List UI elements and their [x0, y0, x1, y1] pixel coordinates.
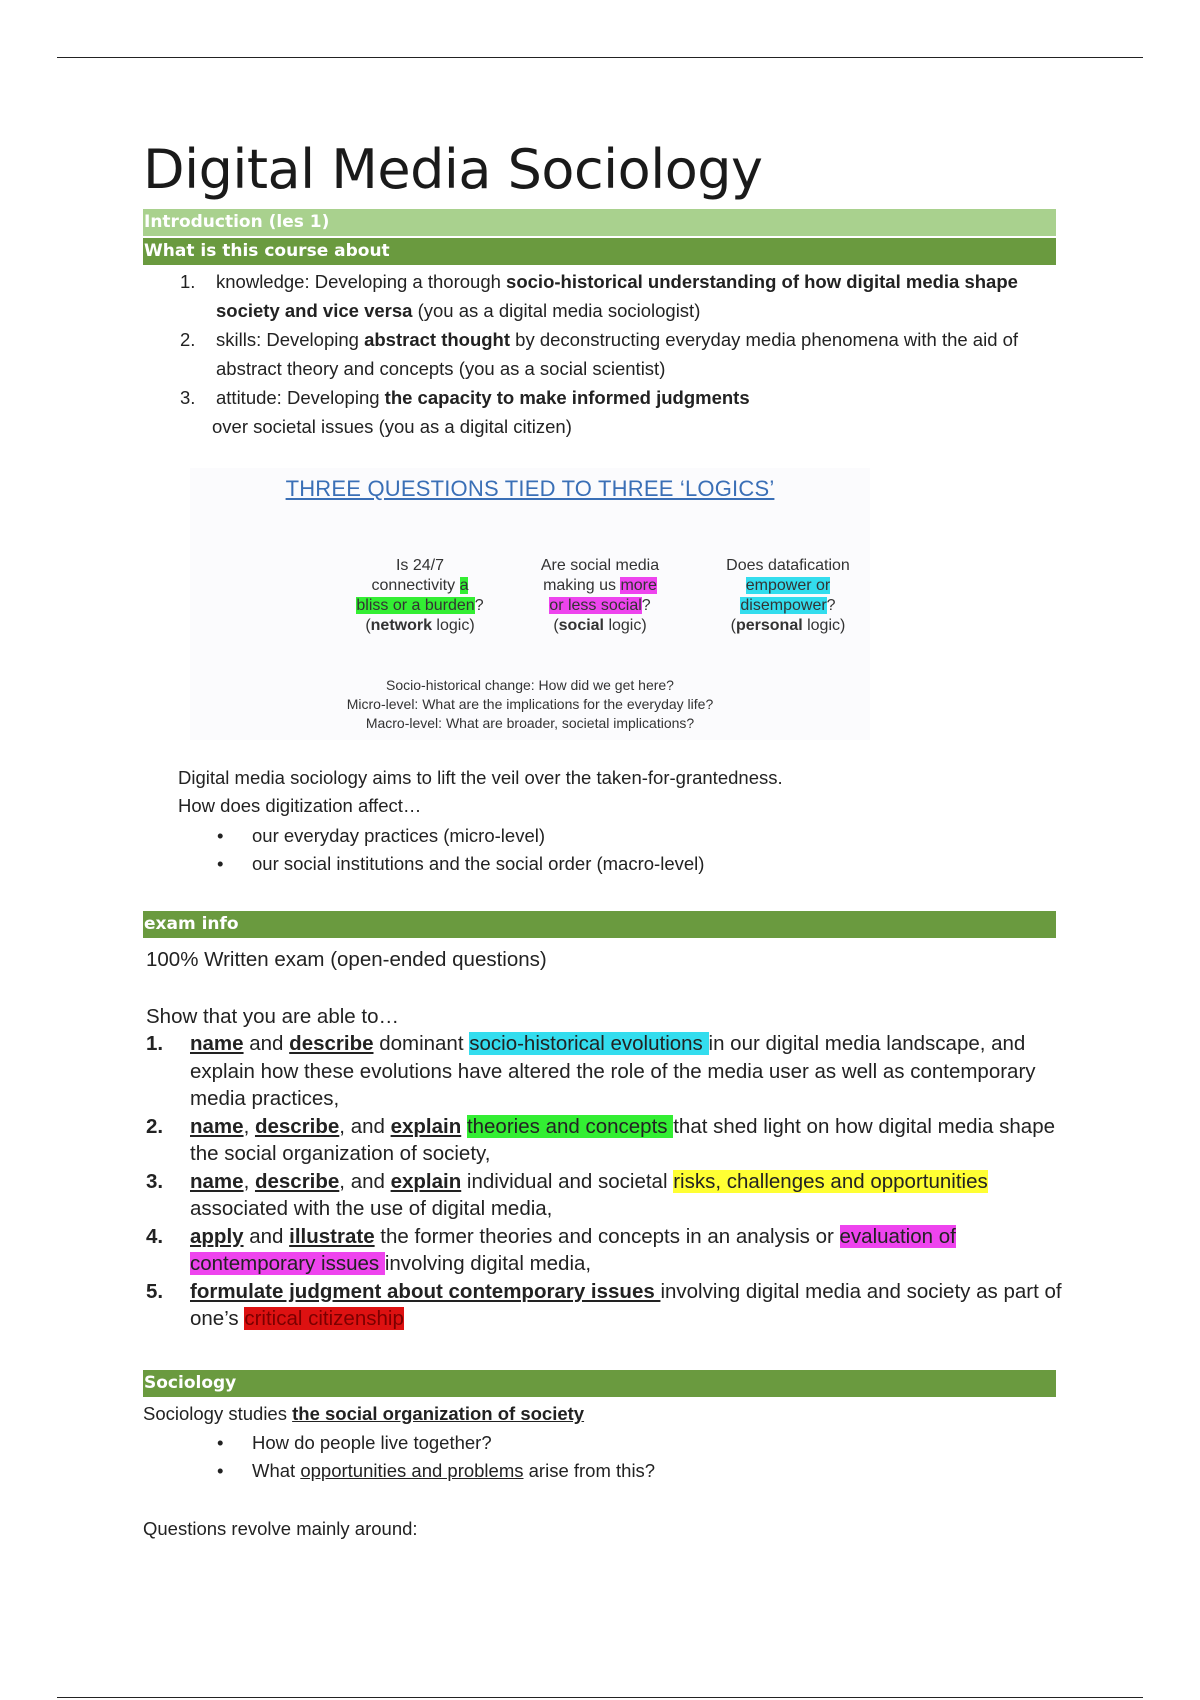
questions-line: Questions revolve mainly around:: [143, 1518, 418, 1539]
list-item: 2. skills: Developing abstract thought by deconstructing everyday media phenomena with the aid of abstract theory and concepts (you as a social scientist): [180, 329, 1019, 379]
top-rule: [57, 57, 1143, 58]
three-logics-diagram: [190, 468, 870, 740]
page-title: Digital Media Sociology: [143, 138, 763, 201]
lift-veil-text: Digital media sociology aims to lift the veil over the taken-for-grantedness.: [178, 767, 783, 788]
list-item: 4. apply and illustrate the former theories and concepts in an analysis or evaluation of contemporary issues involving digital media,: [146, 1224, 956, 1275]
exam-format: 100% Written exam (open-ended questions): [146, 948, 547, 971]
diagram-title: THREE QUESTIONS TIED TO THREE ‘LOGICS’: [285, 476, 775, 501]
diagram-notes: Socio-historical change: How did we get here? Micro-level: What are the implications for the everyday life? Macro-level: What are broader, societal implications?: [346, 677, 714, 731]
list-item: 5. formulate judgment about contemporary issues involving digital media and society as part of one’s critical citizenship: [146, 1279, 1062, 1330]
list-item: • How do people live together?: [217, 1432, 492, 1453]
heading-course-about: What is this course about: [143, 238, 1056, 265]
list-item: 3. name, describe, and explain individual and societal risks, challenges and opportunities associated with the use of digital media,: [146, 1169, 988, 1220]
sociology-definition: Sociology studies the social organization of society: [143, 1403, 585, 1424]
sociology-bullet-list: [214, 1429, 1074, 1485]
course-goals-list: [170, 267, 1050, 441]
list-item: • our everyday practices (micro-level): [217, 825, 546, 846]
list-item: 3. attitude: Developing the capacity to make informed judgments over societal issues (you as a digital citizen): [180, 387, 750, 437]
heading-introduction: Introduction (les 1): [143, 209, 1056, 236]
list-item: 1. name and describe dominant socio-historical evolutions in our digital media landscape, and explain how these evolutions have altered the role of the media user as well as contemporary media practices,: [146, 1032, 1036, 1110]
list-item: • What opportunities and problems arise from this?: [217, 1460, 656, 1481]
personal-logic-question: Does datafication empower or disempower? (personal logic): [726, 557, 850, 634]
list-item: • our social institutions and the social order (macro-level): [217, 853, 705, 874]
heading-exam-info: exam info: [143, 911, 1056, 938]
bottom-rule: [57, 1697, 1143, 1698]
affect-question: How does digitization affect…: [178, 795, 422, 816]
exam-goals-list: [146, 1030, 1066, 1333]
list-item: 1. knowledge: Developing a thorough socio-historical understanding of how digital media shape society and vice versa (you as a digital media sociologist): [180, 271, 1018, 321]
show-that-line: Show that you are able to…: [146, 1005, 399, 1028]
social-logic-question: Are social media making us more or less social? (social logic): [540, 557, 660, 634]
list-item: 2. name, describe, and explain theories and concepts that shed light on how digital media shape the social organization of society,: [146, 1114, 1056, 1165]
affect-bullet-list: [214, 822, 1074, 878]
network-logic-question: Is 24/7 connectivity a bliss or a burden? (network logic): [356, 557, 484, 634]
heading-sociology: Sociology: [143, 1370, 1056, 1397]
